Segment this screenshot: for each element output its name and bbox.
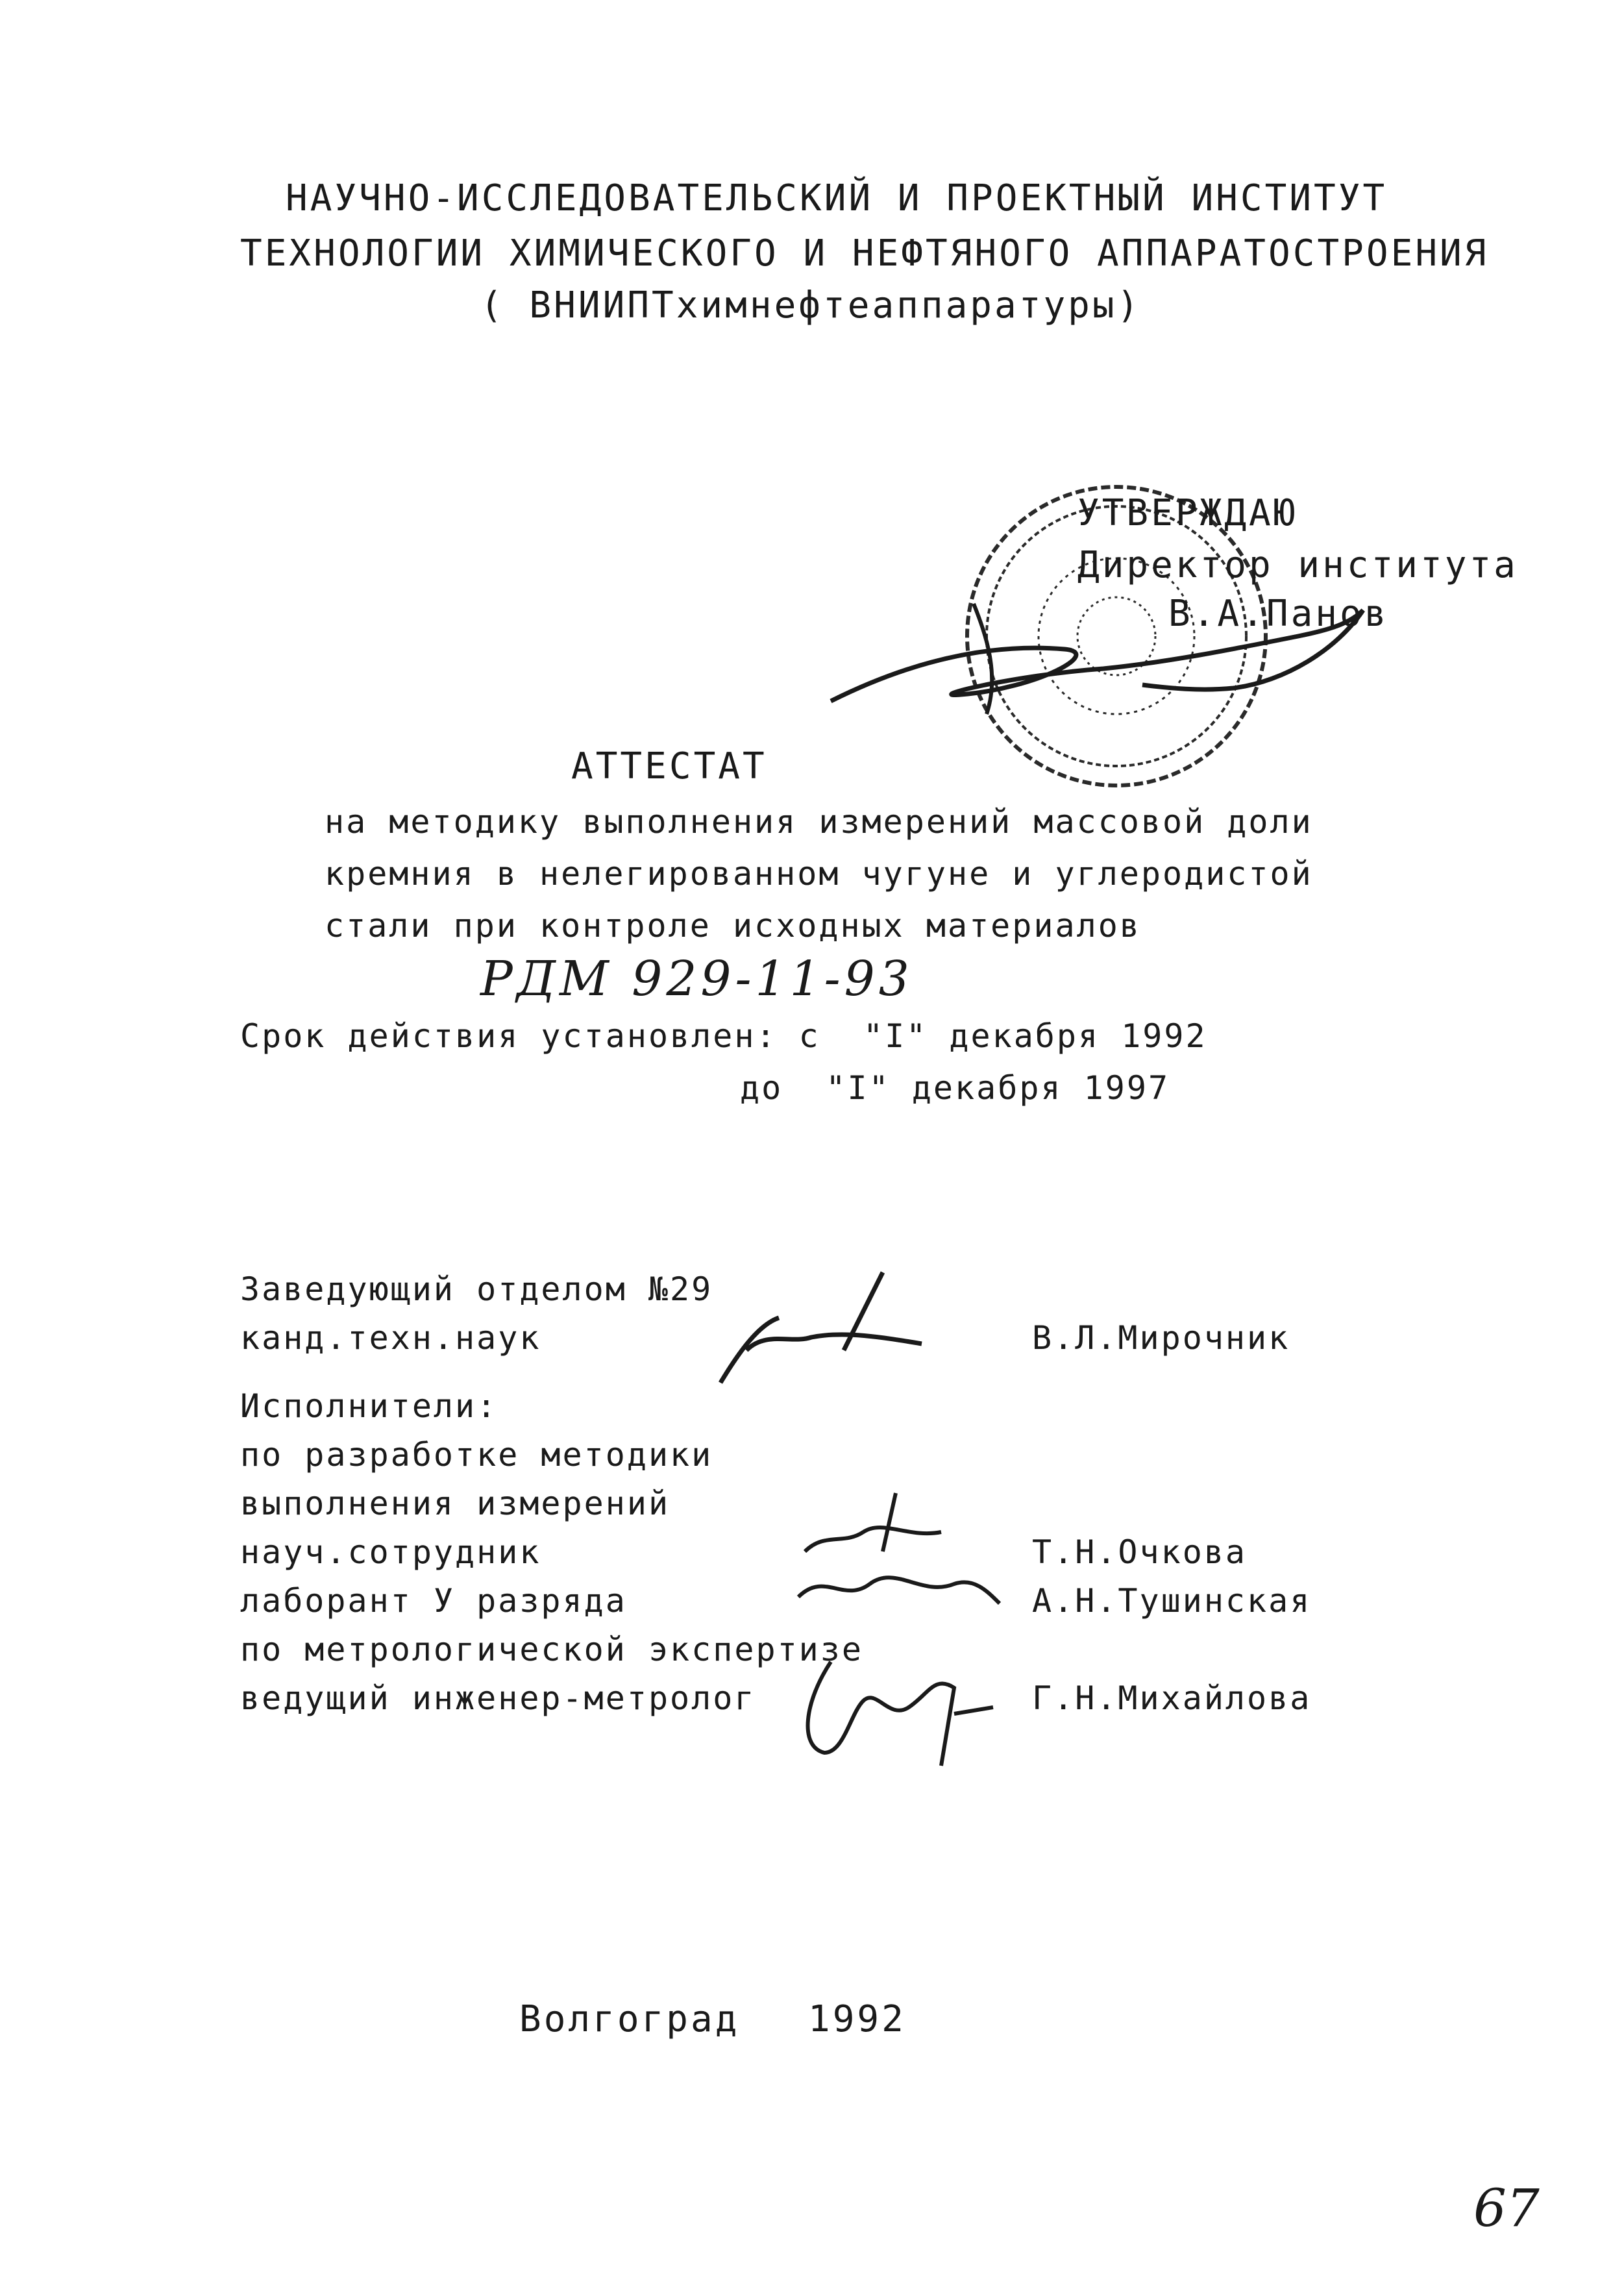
department-head-name: В.Л.Мирочник <box>1032 1319 1290 1357</box>
footer-year: 1992 <box>808 1998 906 2040</box>
institute-name-line-2: ТЕХНОЛОГИИ ХИМИЧЕСКОГО И НЕФТЯНОГО АППАРАТОСТРОЕНИЯ <box>240 232 1489 275</box>
document-heading: АТТЕСТАТ <box>571 745 767 787</box>
signature-lab-assistant <box>798 1577 1000 1603</box>
performers-label: Исполнители: <box>240 1387 498 1425</box>
signature-engineer <box>808 1662 993 1766</box>
approval-name: В.А.Панов <box>1168 593 1389 635</box>
validity-line-2: до "I" декабря 1997 <box>740 1069 1170 1107</box>
page-number: 67 <box>1473 2178 1540 2238</box>
method-dev-line-2: выполнения измерений <box>240 1485 671 1522</box>
lab-assistant-title: лаборант У разряда <box>240 1582 627 1620</box>
institute-name-line-1: НАУЧНО-ИССЛЕДОВАТЕЛЬСКИЙ И ПРОЕКТНЫЙ ИНСТИТУТ <box>286 177 1388 219</box>
metrology-label: по метрологической экспертизе <box>240 1631 863 1668</box>
signature-department-head <box>720 1272 922 1383</box>
institute-abbreviation: ( ВНИИПТхимнефтеаппаратуры) <box>480 284 1142 327</box>
department-head-title-2: канд.техн.наук <box>240 1319 541 1357</box>
engineer-title: ведущий инженер-метролог <box>240 1679 756 1717</box>
method-dev-line-1: по разработке методики <box>240 1436 713 1474</box>
engineer-name: Г.Н.Михайлова <box>1032 1679 1312 1717</box>
title-line-2: кремния в нелегированном чугуне и углеродистой <box>325 855 1313 893</box>
signature-researcher <box>805 1493 941 1551</box>
validity-line-1: Срок действия установлен: с "I" декабря 1992 <box>240 1017 1207 1055</box>
document-code-handwritten: РДМ 929-11-93 <box>480 951 913 1007</box>
lab-assistant-name: А.Н.Тушинская <box>1032 1582 1312 1620</box>
researcher-name: Т.Н.Очкова <box>1032 1533 1248 1571</box>
title-line-1: на методику выполнения измерений массовой доли <box>325 803 1313 841</box>
title-line-3: стали при контроле исходных материалов <box>325 907 1141 945</box>
approval-position: Директор института <box>1077 544 1518 586</box>
department-head-title-1: Заведующий отделом №29 <box>240 1270 713 1308</box>
approval-heading: УТВЕРЖДАЮ <box>1077 492 1298 534</box>
researcher-title: науч.сотрудник <box>240 1533 541 1571</box>
footer-city: Волгоград <box>519 1998 740 2040</box>
